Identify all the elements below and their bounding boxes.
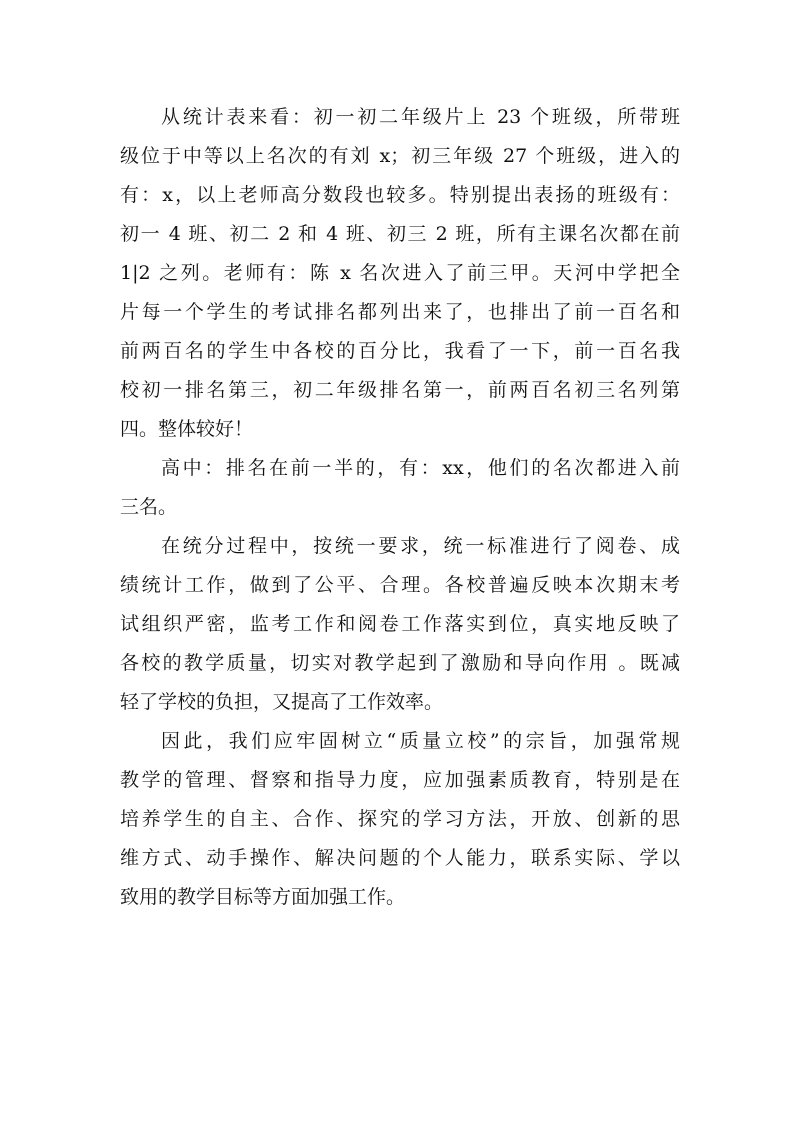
- paragraph-line: 致用的教学目标等方面加强工作。: [120, 886, 406, 908]
- paragraph-line: 四。整体较好！: [120, 418, 254, 440]
- paragraph-high-school: [120, 449, 680, 527]
- paragraph-conclusion: [120, 722, 680, 917]
- paragraph-line: 有：x，以上老师高分数段也较多。特别提出表扬的班级有：: [120, 184, 680, 206]
- paragraph-line: 级位于中等以上名次的有刘 x；初三年级 27 个班级，进入的: [120, 145, 680, 167]
- paragraph-line: 培养学生的自主、合作、探究的学习方法，开放、创新的思: [120, 808, 680, 830]
- paragraph-line: 初一 4 班、初二 2 和 4 班、初三 2 班，所有主课名次都在前: [120, 223, 680, 245]
- paragraph-line: 试组织严密，监考工作和阅卷工作落实到位，真实地反映了: [120, 613, 680, 635]
- paragraph-line: 在统分过程中，按统一要求，统一标准进行了阅卷、成: [161, 535, 680, 557]
- paragraph-line: 三名。: [120, 496, 178, 518]
- paragraph-line: 轻了学校的负担，又提高了工作效率。: [120, 691, 444, 713]
- paragraph-line: 校初一排名第三，初二年级排名第一，前两百名初三名列第: [120, 379, 680, 401]
- paragraph-line: 各校的教学质量，切实对教学起到了激励和导向作用 。既减: [120, 652, 680, 674]
- paragraph-line: 维方式、动手操作、解决问题的个人能力，联系实际、学以: [120, 847, 680, 869]
- paragraph-line: 教学的管理、督察和指导力度，应加强素质教育，特别是在: [120, 769, 680, 791]
- paragraph-scoring-process: [120, 527, 680, 722]
- paragraph-line: 因此，我们应牢固树立“质量立校”的宗旨，加强常规: [161, 730, 680, 752]
- paragraph-line: 从统计表来看：初一初二年级片上 23 个班级，所带班: [161, 106, 680, 128]
- paragraph-line: 片每一个学生的考试排名都列出来了，也排出了前一百名和: [120, 301, 680, 323]
- paragraph-line: 绩统计工作，做到了公平、合理。各校普遍反映本次期末考: [120, 574, 680, 596]
- paragraph-line: 前两百名的学生中各校的百分比，我看了一下，前一百名我: [120, 340, 680, 362]
- paragraph-statistics: [120, 98, 680, 449]
- paragraph-line: 1|2 之列。老师有：陈 x 名次进入了前三甲。天河中学把全: [120, 262, 680, 284]
- paragraph-line: 高中：排名在前一半的，有：xx，他们的名次都进入前: [161, 457, 680, 479]
- document-body: [120, 98, 680, 917]
